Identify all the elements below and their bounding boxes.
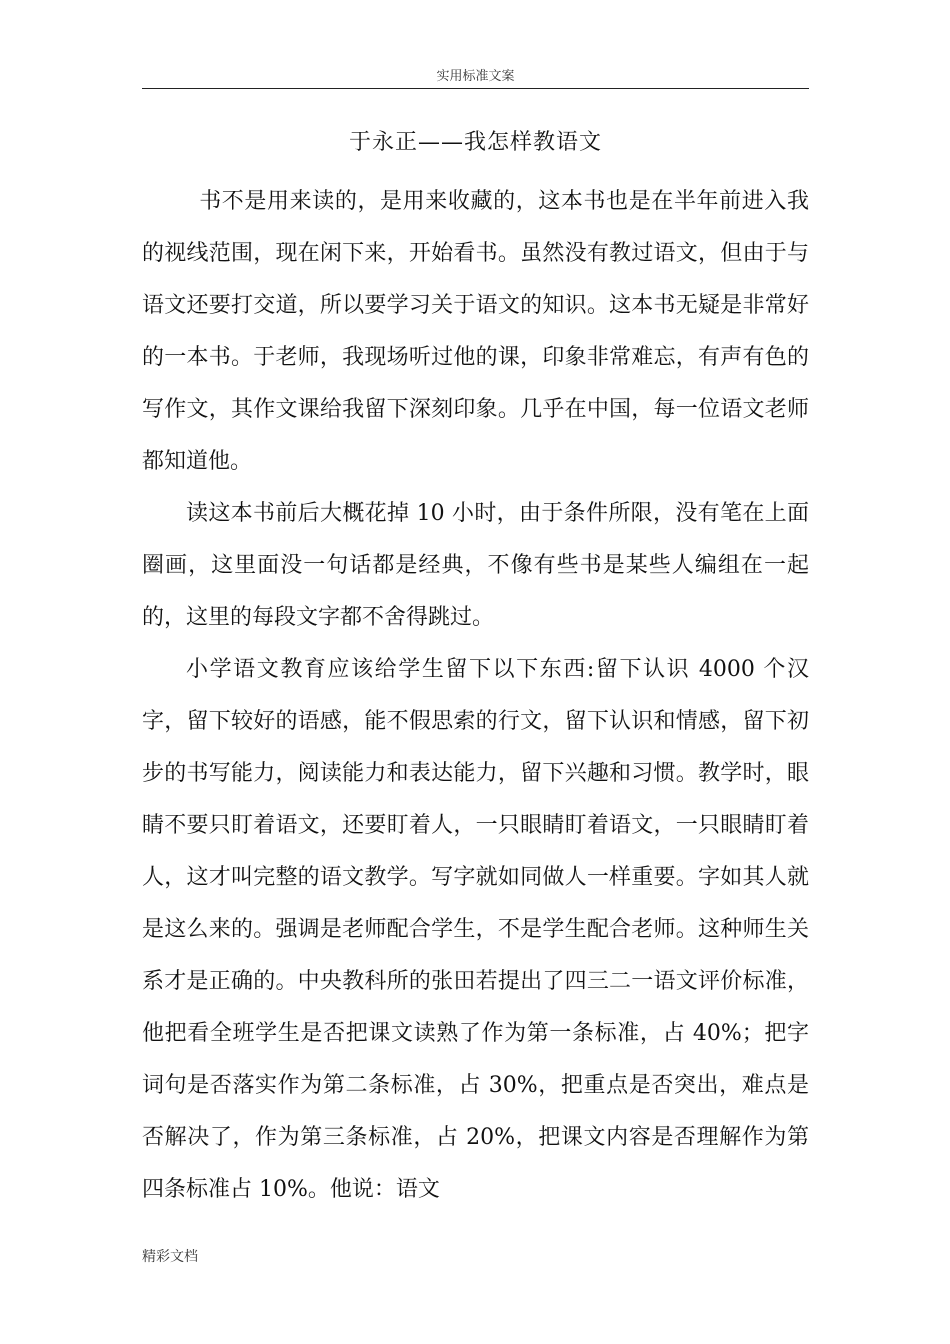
- page-footer: [142, 1247, 198, 1267]
- header-text: 实用标准文案: [436, 69, 515, 84]
- footer-text: 精彩文档: [142, 1249, 198, 1265]
- paragraph-2: 读这本书前后大概花掉 10 小时，由于条件所限，没有笔在上面圈画，这里面没一句话都是经典，不像有些书是某些人编组在一起的，这里的每段文字都不舍得跳过。: [142, 501, 809, 630]
- paragraph-3: 小学语文教育应该给学生留下以下东西:留下认识 4000 个汉字，留下较好的语感，能不假思索的行文，留下认识和情感，留下初步的书写能力，阅读能力和表达能力，留下兴趣和习惯。教学时，眼睛不要只盯着语文，还要盯着人，一只眼睛盯着语文，一只眼睛盯着人，这才叫完整的语文教学。写字就如同做人一样重要。字如其人就是这么来的。强调是老师配合学生，不是学生配合老师。这种师生关系才是正确的。中央教科所的张田若提出了四三二一语文评价标准，他把看全班学生是否把课文读熟了作为第一条标准，占 40%；把字词句是否落实作为第二条标准，占 30%，把重点是否突出，难点是否解决了，作为第三条标准，占 20%，把课文内容是否理解作为第四条标准占 10%。他说：语文: [142, 657, 809, 1202]
- document-title: 于永正——我怎样教语文: [348, 130, 602, 155]
- page-header: [142, 66, 809, 89]
- paragraph-1: 书不是用来读的，是用来收藏的，这本书也是在半年前进入我的视线范围，现在闲下来，开始看书。虽然没有教过语文，但由于与语文还要打交道，所以要学习关于语文的知识。这本书无疑是非常好的一本书。于老师，我现场听过他的课，印象非常难忘，有声有色的写作文，其作文课给我留下深刻印象。几乎在中国，每一位语文老师都知道他。: [142, 189, 809, 474]
- document-body: [142, 176, 809, 1216]
